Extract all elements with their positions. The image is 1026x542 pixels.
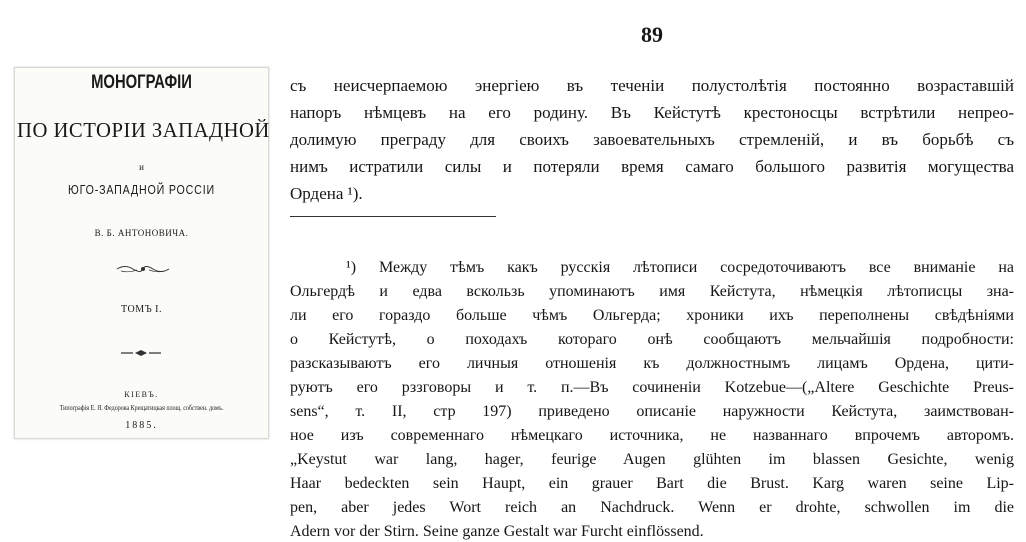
title-page-and: и — [139, 162, 144, 172]
footnote-divider — [290, 216, 496, 217]
footnote-line: руютъ его рззговоры и т. п.—Въ сочиненіи Kotzebue—(„Altere Geschichte Preus- — [290, 379, 1014, 396]
footnote-line: sens“, т. II, стр 197) приведено описаніе наружности Кейстута, заимствован- — [290, 403, 1014, 420]
title-page-printer: Типографія Е. Я. Федорова Крещатицкая площ. собствен. домъ. — [59, 404, 224, 412]
footnote-line: Adern vor der Stirn. Seine ganze Gestalt war Furcht einflössend. — [290, 523, 704, 540]
title-page-image — [14, 67, 269, 439]
main-text-line: долимую преграду для своихъ завоевательныхъ стремленій, и въ борьбѣ съ — [290, 130, 1014, 149]
footnote-line: ли его гораздо больше чѣмъ Ольгерда; хроники ихъ переполнены свѣдѣніями — [290, 307, 1014, 324]
footnote-line: „Keystut war lang, hager, feurige Augen glühten im blassen Gesichte, wenig — [290, 451, 1014, 468]
title-page-author: В. Б. АНТОНОВИЧА. — [94, 228, 189, 238]
main-text-line: Ордена ¹). — [290, 184, 363, 203]
footnote-line: Ольгердѣ и едва вскользь упоминаютъ имя Кейстута, нѣмецкія лѣтописцы зна- — [290, 283, 1014, 300]
title-page-title-line3: ЮГО-ЗАПАДНОЙ РОССІИ — [68, 182, 215, 197]
title-page-city: КІЕВЪ. — [124, 390, 159, 399]
ornament-flourish-icon — [115, 264, 171, 274]
title-page-year: 1885. — [125, 420, 158, 431]
title-page-title-line2: ПО ИСТОРІИ ЗАПАДНОЙ — [17, 118, 270, 142]
main-text-line: съ неисчерпаемою энергіею въ теченіи полустолѣтія постоянно возраставшій — [290, 76, 1014, 95]
footnote-line: Haar bedeckten sein Haupt, ein grauer Bart die Brust. Karg waren seine Lip- — [290, 475, 1014, 492]
main-text-line: напоръ нѣмцевъ на его родину. Въ Кейстутѣ крестоносцы встрѣтили непрео- — [290, 103, 1014, 122]
footnote-line: ное изъ современнаго нѣмецкаго источника, не названнаго впрочемъ авторомъ. — [290, 427, 1014, 444]
ornament-dash-icon — [119, 349, 163, 357]
footnote-line: разсказываютъ его личныя отношенія къ должностнымъ лицамъ Ордена, цити- — [290, 355, 1014, 372]
footnote-line: о Кейстутѣ, о походахъ котораго онѣ сообщаютъ мельчайшія подробности: — [290, 331, 1014, 348]
footnote-line: pen, aber jedes Wort reich an Nachdruck. Wenn er drohte, schwollen im die — [290, 499, 1014, 516]
footnote-line: ¹) Между тѣмъ какъ русскія лѣтописи сосредоточиваютъ все вниманіе на — [346, 259, 1014, 276]
main-text-line: нимъ истратили силы и потеряли время самаго большого развитія могущества — [290, 157, 1014, 176]
page-number: 89 — [641, 22, 663, 47]
title-page-title-line1: МОНОГРАФІИ — [91, 72, 192, 93]
title-page-volume: ТОМЪ I. — [121, 304, 162, 315]
